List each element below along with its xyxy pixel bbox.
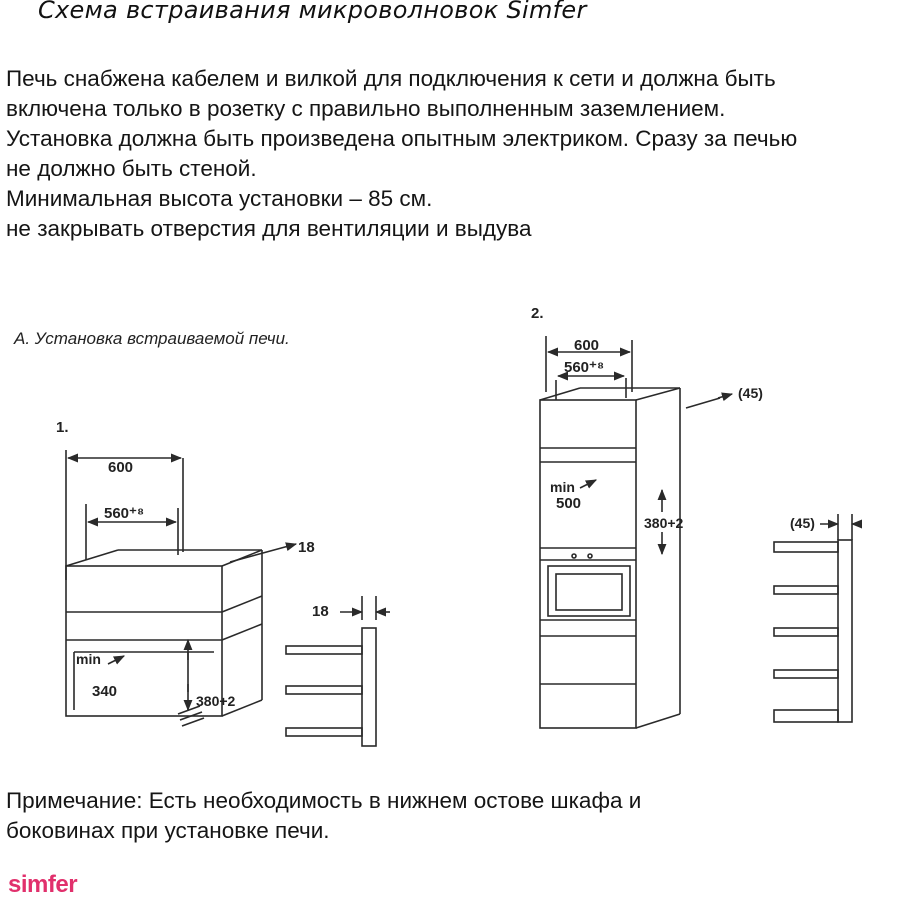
fig1-min-label: min bbox=[76, 651, 101, 667]
fig2-min-label: min bbox=[550, 479, 575, 495]
fig2-side-dim: (45) bbox=[790, 515, 815, 531]
fig1-side-dim: 18 bbox=[312, 603, 329, 620]
fig1-number: 1. bbox=[56, 419, 69, 436]
document-title: Схема встраивания микроволновок Simfer bbox=[38, 0, 587, 24]
fig2-dim-width: 600 bbox=[574, 337, 600, 354]
intro-line: Минимальная высота установки – 85 см. bbox=[6, 186, 433, 211]
intro-line: включена только в розетку с правильно выполненным заземлением. bbox=[6, 96, 726, 121]
fig2-dim-inner: 560⁺⁸ bbox=[564, 359, 605, 376]
fig2-dim-gap: (45) bbox=[738, 385, 763, 401]
fig2-side-profile bbox=[774, 514, 860, 722]
fig2-cabinet-diagram bbox=[531, 305, 732, 728]
intro-line: не должно быть стеной. bbox=[6, 156, 257, 181]
fig2-min-value: 500 bbox=[556, 495, 582, 512]
fig1-min-value: 340 bbox=[92, 683, 118, 700]
installation-note bbox=[6, 786, 886, 846]
intro-line: Печь снабжена кабелем и вилкой для подключения к сети и должна быть bbox=[6, 66, 776, 91]
fig1-dim-inner: 560⁺⁸ bbox=[104, 505, 145, 522]
fig1-dim-width: 600 bbox=[108, 459, 134, 476]
fig1-dim-depth: 18 bbox=[298, 539, 315, 556]
figure-caption: А. Установка встраиваемой печи. bbox=[14, 329, 290, 348]
simfer-logo: simfer bbox=[8, 871, 78, 898]
fig1-side-profile bbox=[286, 596, 390, 746]
note-line: Примечание: Есть необходимость в нижнем остове шкафа и bbox=[6, 788, 642, 813]
fig1-dim-height: 380+2 bbox=[196, 693, 236, 709]
note-line: боковинах при установке печи. bbox=[6, 818, 330, 843]
intro-line: не закрывать отверстия для вентиляции и выдува bbox=[6, 216, 532, 241]
fig2-number: 2. bbox=[531, 305, 544, 322]
intro-line: Установка должна быть произведена опытным электриком. Сразу за печью bbox=[6, 126, 798, 151]
fig1-cabinet-diagram bbox=[56, 419, 296, 726]
fig2-dim-height: 380+2 bbox=[644, 515, 684, 531]
